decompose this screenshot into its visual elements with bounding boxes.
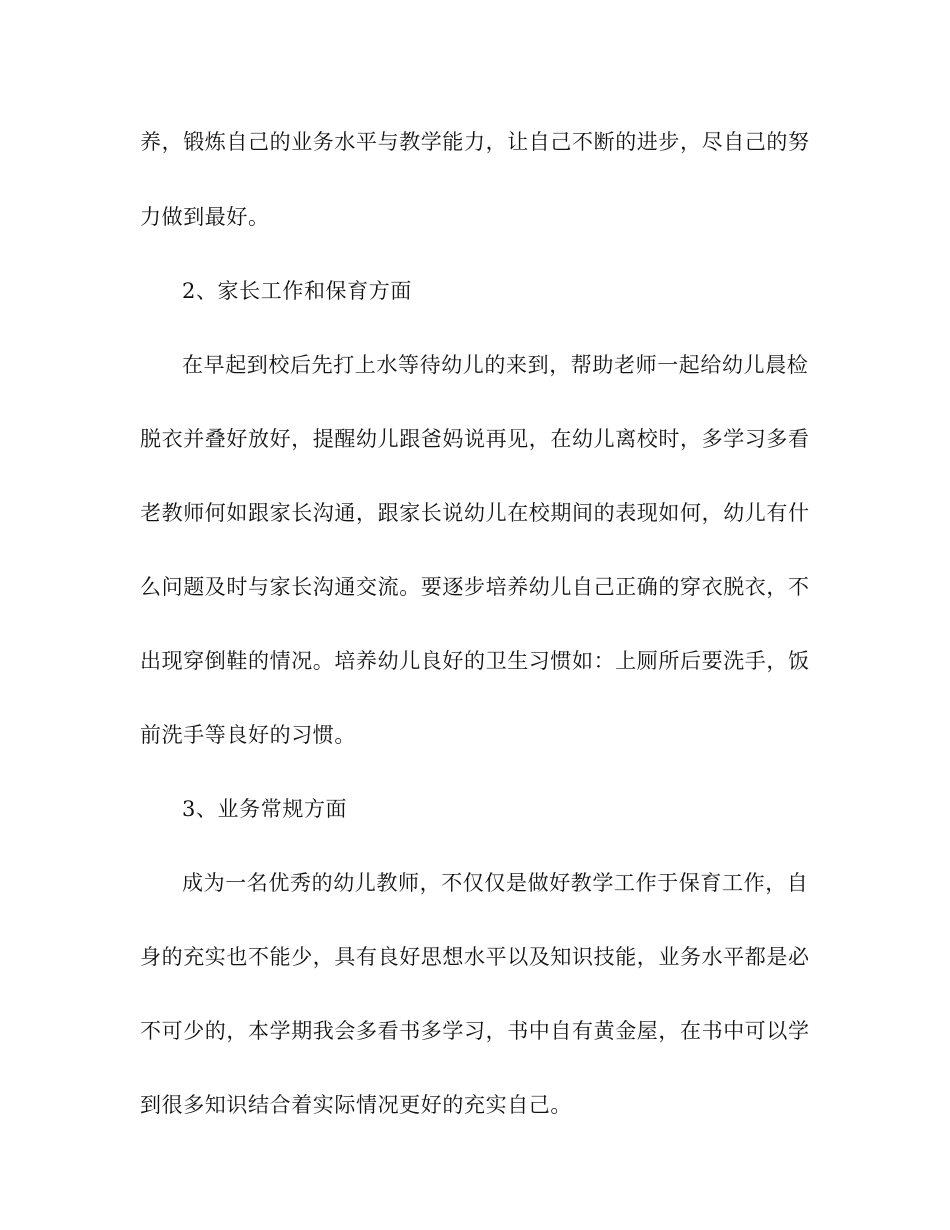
- paragraph-line: 在早起到校后先打上水等待幼儿的来到，帮助老师一起给幼儿晨检: [182, 353, 809, 377]
- paragraph-line: 老教师何如跟家长沟通，跟家长说幼儿在校期间的表现如何，幼儿有什: [140, 501, 810, 525]
- paragraph-line: 身的充实也不能少，具有良好思想水平以及知识技能，业务水平都是必: [140, 945, 810, 969]
- paragraph-line: 不可少的，本学期我会多看书多学习，书中自有黄金屋，在书中可以学: [140, 1019, 810, 1043]
- paragraph-line: 成为一名优秀的幼儿教师，不仅仅是做好教学工作于保育工作，自: [182, 871, 809, 895]
- paragraph-line: 养，锻炼自己的业务水平与教学能力，让自己不断的进步，尽自己的努: [140, 130, 810, 154]
- paragraph-line: 么问题及时与家长沟通交流。要逐步培养幼儿自己正确的穿衣脱衣，不: [140, 575, 810, 599]
- section-heading: 3、业务常规方面: [182, 797, 348, 821]
- paragraph-line: 脱衣并叠好放好，提醒幼儿跟爸妈说再见，在幼儿离校时，多学习多看: [140, 427, 810, 451]
- paragraph-line: 出现穿倒鞋的情况。培养幼儿良好的卫生习惯如：上厕所后要洗手，饭: [140, 649, 810, 673]
- section-heading: 2、家长工作和保育方面: [182, 279, 412, 303]
- paragraph-line: 前洗手等良好的习惯。: [140, 723, 356, 747]
- paragraph-line: 力做到最好。: [140, 205, 270, 229]
- paragraph-line: 到很多知识结合着实际情况更好的充实自己。: [140, 1093, 572, 1117]
